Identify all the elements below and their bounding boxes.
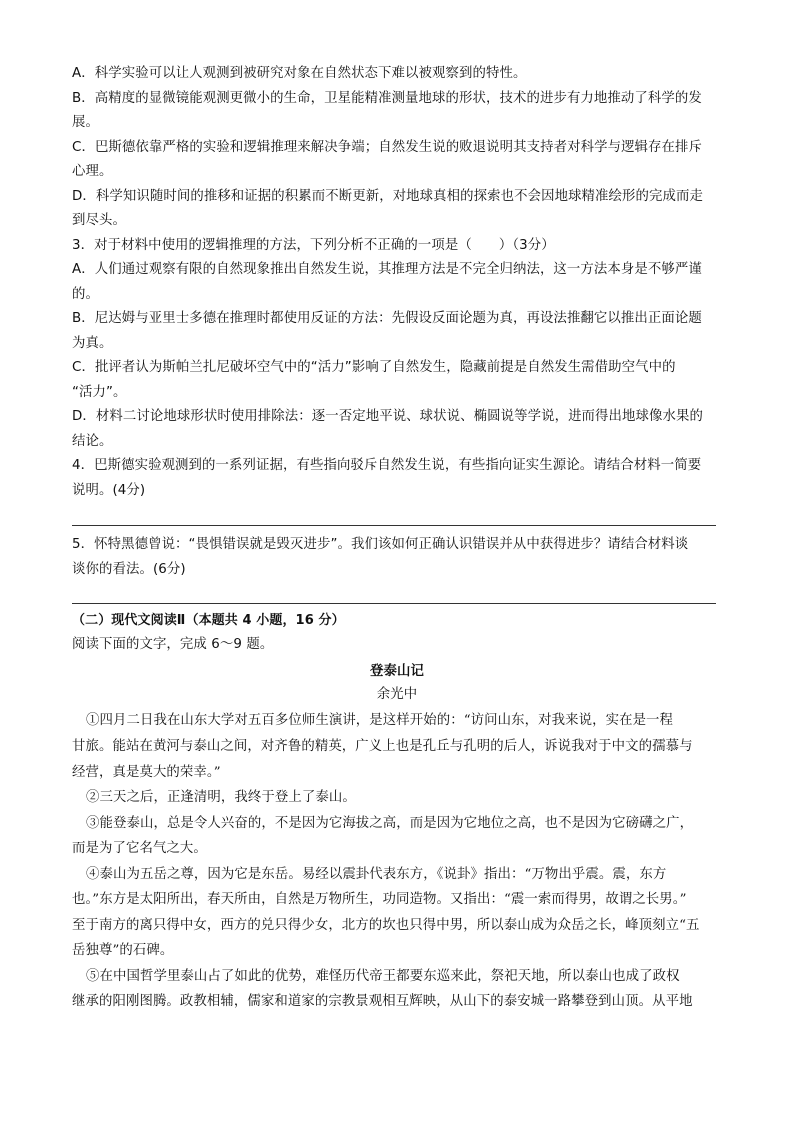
q5-stem: 5．怀特黑德曾说：“畏惧错误就是毁灭进步”。我们该如何正确认识错误并从中获得进步？请结合材料谈 [72,537,689,552]
essay-paragraph-5: ⑤在中国哲学里泰山占了如此的优势，难怪历代帝王都要东巡来此，祭祀天地，所以泰山也成了政权 [86,969,680,984]
q4-stem: 4．巴斯德实验观测到的一系列证据，有些指向驳斥自然发生说，有些指向证实生源论。请结合材料一简要 [72,458,702,473]
essay-paragraph-5-line-2: 继承的阳刚图腾。政教相辅，儒家和道家的宗教景观相互辉映，从山下的泰安城一路攀登到山顶。从平地 [72,994,693,1009]
essay-paragraph-4-line-2: 也。”东方是太阳所出，春天所由，自然是万物所生，功同造物。又指出：“震一索而得男，故谓之长男。” [72,892,687,907]
essay-paragraph-2: ②三天之后，正逢清明，我终于登上了泰山。 [86,790,356,805]
q3-option-c-cont: “活力”。 [72,385,127,400]
section-instruction: 阅读下面的文字，完成 6～9 题。 [72,637,274,652]
q2-option-c-cont: 心理。 [72,164,113,179]
essay-paragraph-4-line-3: 至于南方的离只得中女，西方的兑只得少女，北方的坎也只得中男，所以泰山成为众岳之长，峰顶刻立“五 [72,918,700,933]
q5-stem-cont: 谈你的看法。(6分) [72,562,186,577]
q3-option-b: B．尼达姆与亚里士多德在推理时都使用反证的方法：先假设反面论题为真，再设法推翻它以推出正面论题 [72,311,702,326]
essay-paragraph-3-line-2: 而是为了它名气之大。 [72,841,207,856]
q3-stem: 3．对于材料中使用的逻辑推理的方法，下列分析不正确的一项是（ ）（3分） [72,238,555,253]
q3-option-d: D．材料二讨论地球形状时使用排除法：逐一否定地平说、球状说、椭圆说等学说，进而得出地球像水果的 [72,409,703,424]
q4-answer-line [72,525,716,526]
essay-title: 登泰山记 [370,663,424,679]
essay-paragraph-4: ④泰山为五岳之尊，因为它是东岳。易经以震卦代表东方，《说卦》指出：“万物出乎震。震，东方 [86,867,667,882]
section-heading: （二）现代文阅读Ⅱ（本题共 4 小题，16 分） [72,613,345,628]
q2-option-b: B．高精度的显微镜能观测更微小的生命，卫星能精准测量地球的形状，技术的进步有力地推动了科学的发 [72,91,702,106]
q2-option-b-cont: 展。 [72,115,99,130]
essay-paragraph-1: ①四月二日我在山东大学对五百多位师生演讲，是这样开始的：“访问山东，对我来说，实在是一程 [86,713,674,728]
q2-option-d: D．科学知识随时间的推移和证据的积累而不断更新，对地球真相的探索也不会因地球精准绘形的完成而走 [72,189,703,204]
q2-option-a: A．科学实验可以让人观测到被研究对象在自然状态下难以被观察到的特性。 [72,66,527,81]
q3-option-b-cont: 为真。 [72,336,113,351]
q4-stem-cont: 说明。(4分) [72,483,146,498]
q2-option-d-cont: 到尽头。 [72,213,126,228]
q3-option-a-cont: 的。 [72,287,99,302]
essay-author: 余光中 [376,687,418,702]
q3-option-d-cont: 结论。 [72,434,113,449]
q3-option-a: A．人们通过观察有限的自然现象推出自然发生说，其推理方法是不完全归纳法，这一方法本身是不够严谨 [72,262,702,277]
essay-paragraph-1-line-3: 经营，真是莫大的荣幸。” [72,765,221,780]
q2-option-c: C．巴斯德依靠严格的实验和逻辑推理来解决争端；自然发生说的败退说明其支持者对科学与逻辑存在排斥 [72,140,703,155]
essay-paragraph-4-line-4: 岳独尊”的石碑。 [72,943,174,958]
q3-option-c: C．批评者认为斯帕兰扎尼破坏空气中的“活力”影响了自然发生，隐藏前提是自然发生需借助空气中的 [72,360,676,375]
q5-answer-line [72,603,716,604]
essay-paragraph-3: ③能登泰山，总是令人兴奋的，不是因为它海拔之高，而是因为它地位之高，也不是因为它磅礴之广， [86,816,694,831]
essay-paragraph-1-line-2: 甘旅。能站在黄河与泰山之间，对齐鲁的精英，广义上也是孔丘与孔明的后人，诉说我对于中文的孺慕与 [72,739,693,754]
